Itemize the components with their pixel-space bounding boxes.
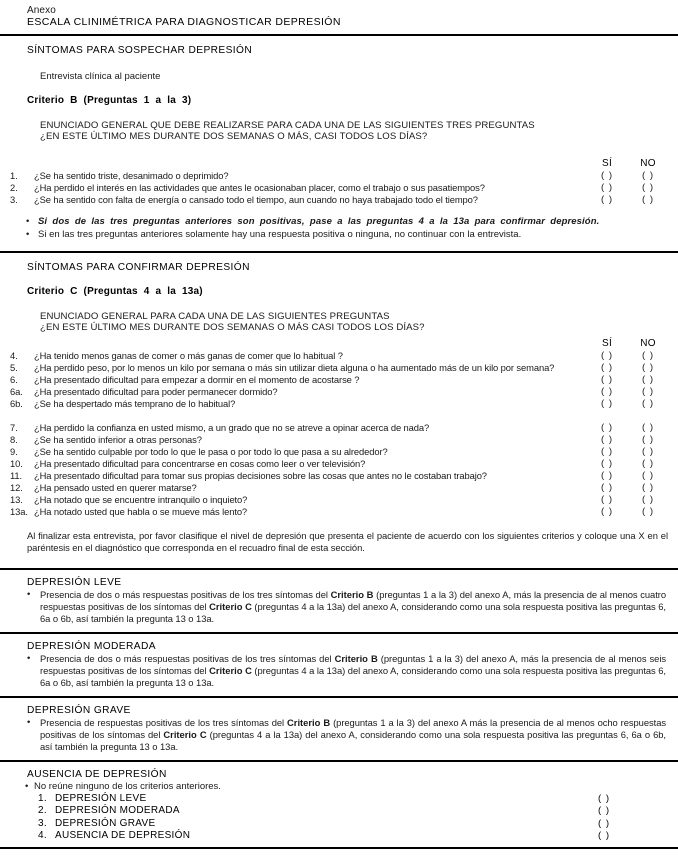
anexo-label: Anexo: [27, 5, 56, 16]
criteria-block-grave: [0, 705, 678, 753]
enunciado-line: ¿EN ESTE ÚLTIMO MES DURANTE DOS SEMANAS O MÁS CASI TODOS LOS DÍAS?: [40, 321, 425, 333]
answer-si-checkbox[interactable]: ( ): [600, 170, 614, 181]
question-number: 7.: [10, 422, 18, 433]
bullet-icon: •: [27, 653, 31, 664]
absence-block: [0, 769, 678, 781]
section-divider: [0, 251, 678, 253]
enunciado-line: ENUNCIADO GENERAL QUE DEBE REALIZARSE PARA CADA UNA DE LAS SIGUIENTES TRES PREGUNTAS: [40, 120, 535, 131]
question-number: 11.: [10, 470, 23, 481]
question-row-1: [0, 170, 678, 182]
text-segment-bold: Criterio B: [330, 589, 374, 600]
answer-no-checkbox[interactable]: ( ): [641, 182, 655, 193]
question-number: 6.: [10, 374, 18, 385]
answer-si-checkbox[interactable]: ( ): [600, 362, 614, 373]
question-row-13: [0, 494, 678, 506]
question-text: ¿Se ha sentido triste, desanimado o deprimido?: [34, 170, 229, 181]
bullet-icon: •: [27, 717, 31, 728]
note-positive-pass: [26, 216, 670, 229]
bullet-icon: •: [27, 589, 31, 600]
text-segment-bold: Criterio C: [209, 601, 252, 612]
bottom-divider: [0, 847, 678, 849]
question-text: ¿Ha notado que se encuentre intranquilo o inquieto?: [34, 494, 248, 505]
answer-si-checkbox[interactable]: ( ): [600, 194, 614, 205]
question-row-6: [0, 374, 678, 386]
answer-si-checkbox[interactable]: ( ): [600, 374, 614, 385]
question-number: 8.: [10, 434, 18, 445]
bullet-icon: •: [26, 228, 30, 240]
question-text: ¿Se ha despertado más temprano de lo habitual?: [34, 398, 236, 409]
answer-no-checkbox[interactable]: ( ): [641, 458, 655, 469]
diagnosis-option-ausencia: [0, 830, 678, 842]
question-number: 13a.: [10, 506, 28, 517]
answer-no-checkbox[interactable]: ( ): [641, 446, 655, 457]
answer-si-checkbox[interactable]: ( ): [600, 182, 614, 193]
answer-no-checkbox[interactable]: ( ): [641, 170, 655, 181]
question-row-13a: [0, 506, 678, 518]
option-label: DEPRESIÓN GRAVE: [55, 817, 156, 829]
answer-no-checkbox[interactable]: ( ): [641, 506, 655, 517]
section-divider: [0, 696, 678, 698]
section-divider: [0, 760, 678, 762]
question-row-2: [0, 182, 678, 194]
question-row-8: [0, 434, 678, 446]
question-number: 2.: [10, 182, 18, 193]
criteria-heading: DEPRESIÓN LEVE: [27, 577, 122, 588]
criteria-description: [40, 653, 666, 689]
option-label: DEPRESIÓN MODERADA: [55, 805, 180, 817]
question-row-7: [0, 422, 678, 434]
column-header-si: SÍ: [601, 338, 613, 349]
text-segment: (preguntas 1 a la 3) del anexo A más la presencia de al menos ocho respuestas positivas de los síntomas del: [40, 717, 666, 740]
answer-no-checkbox[interactable]: ( ): [641, 494, 655, 505]
answer-no-checkbox[interactable]: ( ): [641, 194, 655, 205]
diagnosis-option-moderada: [0, 805, 678, 817]
option-number: 2.: [38, 805, 47, 817]
question-row-12: [0, 482, 678, 494]
note-text: Si en las tres preguntas anteriores solamente hay una respuesta positiva o ninguna, no continuar con la entrevista.: [38, 228, 522, 240]
bullet-icon: •: [26, 216, 30, 227]
question-row-9: [0, 446, 678, 458]
answer-si-checkbox[interactable]: ( ): [600, 506, 614, 517]
question-number: 12.: [10, 482, 23, 493]
criterio-b-heading: Criterio B (Preguntas 1 a la 3): [27, 95, 192, 106]
bullet-icon: •: [25, 781, 29, 792]
answer-columns-header: [0, 338, 678, 350]
absence-note: [0, 781, 678, 793]
question-text: ¿Ha presentado dificultad para poder permanecer dormido?: [34, 386, 278, 397]
answer-si-checkbox[interactable]: ( ): [600, 422, 614, 433]
suspect-subheading: Entrevista clínica al paciente: [40, 71, 161, 82]
criteria-block-moderada: [0, 641, 678, 689]
text-segment: (preguntas 4 a la 13a) del anexo A, considerando como una sola respuesta positiva las preguntas 6, 6a o 6b, así también la pregunta 13 o 13a.: [40, 729, 666, 752]
question-number: 5.: [10, 362, 18, 373]
answer-si-checkbox[interactable]: ( ): [600, 434, 614, 445]
text-segment-bold: Criterio C: [209, 665, 252, 676]
note-stop-interview: [26, 229, 670, 242]
question-number: 3.: [10, 194, 18, 205]
text-segment: Presencia de dos o más respuestas positivas de los tres síntomas del: [40, 653, 335, 664]
answer-no-checkbox[interactable]: ( ): [641, 398, 655, 409]
question-row-5: [0, 362, 678, 374]
column-header-si: SÍ: [601, 158, 613, 169]
answer-no-checkbox[interactable]: ( ): [641, 362, 655, 373]
question-row-10: [0, 458, 678, 470]
question-number: 1.: [10, 170, 18, 181]
closing-instructions: Al finalizar esta entrevista, por favor clasifique el nivel de depresión que presenta el paciente de acuerdo con los siguientes criterios y coloque una X en el paréntesis en el diagnóstico que corresponda en el recuadro final de esta sección.: [27, 530, 668, 553]
answer-si-checkbox[interactable]: ( ): [600, 470, 614, 481]
answer-no-checkbox[interactable]: ( ): [641, 422, 655, 433]
answer-no-checkbox[interactable]: ( ): [641, 350, 655, 361]
column-header-no: NO: [640, 158, 656, 169]
document-title: ESCALA CLINIMÉTRICA PARA DIAGNOSTICAR DEPRESIÓN: [27, 16, 341, 28]
criteria-description: [40, 717, 666, 753]
question-row-6b: [0, 398, 678, 410]
question-text: ¿Se ha sentido culpable por todo lo que le pasa o por todo lo que pasa a su alrededor?: [34, 446, 388, 457]
question-text: ¿Ha perdido el interés en las actividades que antes le ocasionaban placer, como el trabajo o sus pasatiempos?: [34, 182, 485, 193]
criteria-heading: DEPRESIÓN MODERADA: [27, 641, 156, 652]
answer-no-checkbox[interactable]: ( ): [641, 374, 655, 385]
question-text: ¿Ha presentado dificultad para empezar a dormir en el momento de acostarse ?: [34, 374, 360, 385]
criteria-description: [40, 589, 666, 625]
question-text: ¿Ha notado usted que habla o se mueve más lento?: [34, 506, 248, 517]
text-segment: (preguntas 1 a la 3) del anexo A, más la presencia de al menos seis respuestas positivas de los síntomas del: [40, 653, 666, 676]
answer-si-checkbox[interactable]: ( ): [600, 482, 614, 493]
option-number: 3.: [38, 817, 47, 829]
column-header-no: NO: [640, 338, 656, 349]
answer-no-checkbox[interactable]: ( ): [641, 470, 655, 481]
question-number: 10.: [10, 458, 23, 469]
answer-si-checkbox[interactable]: ( ): [600, 350, 614, 361]
option-label: AUSENCIA DE DEPRESIÓN: [55, 829, 191, 841]
text-segment-bold: Criterio B: [334, 653, 378, 664]
question-row-11: [0, 470, 678, 482]
criteria-block-leve: [0, 577, 678, 625]
absence-heading: AUSENCIA DE DEPRESIÓN: [27, 769, 167, 780]
criterio-c-heading: Criterio C (Preguntas 4 a la 13a): [27, 286, 203, 297]
note-text: Si dos de las tres preguntas anteriores son positivas, pase a las preguntas 4 a la 13a para confirmar depresión.: [38, 216, 600, 227]
question-text: ¿Ha presentado dificultad para concentrarse en cosas como leer o ver televisión?: [34, 458, 366, 469]
answer-si-checkbox[interactable]: ( ): [600, 458, 614, 469]
question-text: ¿Ha tenido menos ganas de comer o más ganas de comer que lo habitual ?: [34, 350, 343, 361]
question-row-4: [0, 350, 678, 362]
diagnosis-option-leve: [0, 793, 678, 805]
criteria-heading: DEPRESIÓN GRAVE: [27, 705, 131, 716]
diagnosis-checkbox[interactable]: ( ): [597, 817, 611, 829]
answer-no-checkbox[interactable]: ( ): [641, 434, 655, 445]
diagnosis-checkbox[interactable]: ( ): [597, 793, 611, 804]
confirm-section-heading: SÍNTOMAS PARA CONFIRMAR DEPRESIÓN: [27, 262, 250, 273]
question-number: 4.: [10, 350, 18, 361]
question-text: ¿Se ha sentido inferior a otras personas?: [34, 434, 202, 445]
question-row-6a: [0, 386, 678, 398]
text-segment: Presencia de respuestas positivas de los tres síntomas del: [40, 717, 288, 728]
answer-si-checkbox[interactable]: ( ): [600, 446, 614, 457]
text-segment: (preguntas 4 a la 13a) del anexo A, considerando como una sola respuesta positiva las preguntas 6, 6a o 6b, así también la pregunta 13 o 13a.: [40, 601, 666, 624]
question-text: ¿Se ha sentido con falta de energía o cansado todo el tiempo, aun cuando no haya trabajado todo el tiempo?: [34, 194, 478, 205]
text-segment: (preguntas 4 a la 13a) del anexo A, considerando como una sola respuesta positiva las preguntas 6, 6a o 6b, así también la pregunta 13 o 13a.: [40, 665, 666, 688]
section-divider: [0, 568, 678, 570]
enunciado-line: ENUNCIADO GENERAL PARA CADA UNA DE LAS SIGUIENTES PREGUNTAS: [40, 311, 390, 322]
question-text: ¿Ha presentado dificultad para tomar sus propias decisiones sobre las cosas que antes no le costaban trabajo?: [34, 470, 487, 481]
enunciado-line: ¿EN ESTE ÚLTIMO MES DURANTE DOS SEMANAS O MÁS, CASI TODOS LOS DÍAS?: [40, 130, 428, 142]
suspect-enunciado: [27, 121, 668, 142]
question-number: 6b.: [10, 398, 23, 409]
answer-si-checkbox[interactable]: ( ): [600, 494, 614, 505]
answer-si-checkbox[interactable]: ( ): [600, 386, 614, 397]
option-label: DEPRESIÓN LEVE: [55, 793, 147, 804]
diagnosis-checkbox[interactable]: ( ): [597, 805, 611, 817]
section-divider: [0, 632, 678, 634]
text-segment: Presencia de dos o más respuestas positivas de los tres síntomas del: [40, 589, 331, 600]
question-row-3: [0, 194, 678, 206]
option-number: 4.: [38, 829, 47, 841]
answer-columns-header: [0, 158, 678, 170]
answer-si-checkbox[interactable]: ( ): [600, 398, 614, 409]
section-divider: [0, 34, 678, 36]
question-text: ¿Ha perdido peso, por lo menos un kilo por semana o más sin utilizar dieta alguna o ha aumentado más de un kilo por semana?: [34, 362, 555, 373]
note-text: No reúne ninguno de los criterios anteriores.: [34, 781, 221, 792]
text-segment-bold: Criterio B: [287, 717, 331, 728]
question-text: ¿Ha pensado usted en querer matarse?: [34, 482, 197, 493]
answer-no-checkbox[interactable]: ( ): [641, 482, 655, 493]
text-segment: (preguntas 1 a la 3) del anexo A, más la presencia de al menos cuatro respuestas positivas de los síntomas del: [40, 589, 667, 612]
question-number: 13.: [10, 494, 23, 505]
suspect-section-heading: SÍNTOMAS PARA SOSPECHAR DEPRESIÓN: [27, 45, 253, 56]
diagnosis-option-grave: [0, 818, 678, 830]
option-number: 1.: [38, 793, 47, 804]
question-number: 9.: [10, 446, 18, 457]
answer-no-checkbox[interactable]: ( ): [641, 386, 655, 397]
question-number: 6a.: [10, 386, 23, 397]
question-group-gap: [0, 410, 678, 422]
diagnosis-checkbox[interactable]: ( ): [597, 829, 611, 841]
text-segment-bold: Criterio C: [163, 729, 207, 740]
confirm-enunciado: [27, 312, 668, 333]
question-text: ¿Ha perdido la confianza en usted mismo, a un grado que no se atreve a opinar acerca de nada?: [34, 422, 430, 433]
